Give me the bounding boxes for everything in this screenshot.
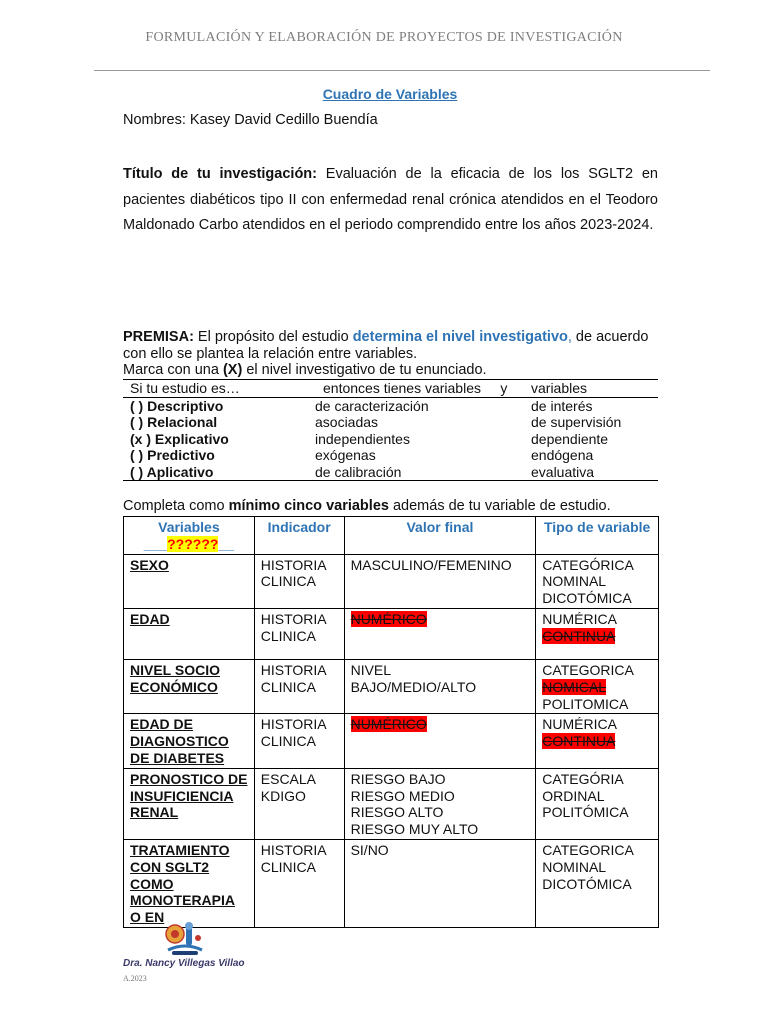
variable-name: EDAD	[124, 608, 255, 659]
premisa-text-b: de acuerdo con ello se plantea la relación entre variables.	[123, 329, 649, 362]
document-title: Cuadro de Variables	[322, 86, 458, 102]
indicator-line: CLINICA	[260, 858, 316, 875]
logo-icon	[160, 920, 210, 960]
mark-x: (X)	[222, 362, 243, 378]
complete-text-a: Completa como	[123, 498, 229, 514]
type-line: NOMINAL	[542, 858, 607, 875]
levels-header-cell: Si tu estudio es…	[123, 380, 315, 398]
type-cell	[536, 839, 659, 927]
final-value-line: RIESGO ALTO	[350, 804, 444, 821]
indicator-line: HISTORIA	[260, 610, 327, 627]
final-value-cell	[344, 554, 536, 608]
levels-header-cell	[315, 380, 531, 398]
indicator-line: CLINICA	[260, 573, 316, 590]
mark-text-b: el nivel investigativo de tu enunciado.	[242, 362, 487, 378]
final-value-line: RIESGO MUY ALTO	[350, 821, 479, 838]
header-variables-label: Variables	[158, 519, 220, 535]
footer-year: A.2023	[123, 974, 147, 983]
level-option[interactable]: ( ) Aplicativo	[123, 464, 315, 481]
level-var-b: endógena	[531, 447, 594, 463]
levels-header-text: entonces tienes variables y	[323, 380, 508, 396]
struck-type: NOMICAL	[542, 678, 607, 695]
indicator-line: ESCALA	[260, 770, 317, 787]
levels-header-cell: variables	[531, 380, 658, 398]
premisa-paragraph	[123, 329, 658, 379]
variables-header-row	[124, 517, 659, 555]
table-row	[124, 554, 659, 608]
premisa-label: PREMISA:	[123, 329, 194, 345]
table-row	[124, 839, 659, 927]
indicator-cell	[254, 554, 344, 608]
header-divider	[94, 70, 710, 71]
type-cell	[536, 608, 659, 659]
final-value-line: BAJO/MEDIO/ALTO	[350, 678, 477, 695]
type-cell	[536, 659, 659, 713]
struck-value: NUMÉRICO	[350, 610, 427, 627]
header-indicador: Indicador	[254, 517, 344, 555]
indicator-line: HISTORIA	[260, 556, 327, 573]
complete-text-c: además de tu variable de estudio.	[388, 498, 611, 514]
table-row	[124, 608, 659, 659]
type-cell	[536, 554, 659, 608]
variable-name: SEXO	[124, 554, 255, 608]
header-variables	[124, 517, 255, 555]
level-var-b: evaluativa	[531, 464, 658, 481]
header-blank-a: ___	[143, 535, 168, 552]
research-title-text: Evaluación de la eficacia de los los SGLT2 en pacientes diabéticos tipo II con enfermedad renal crónica atendidos en el Teodoro Maldonado Carbo atendidos en el periodo comprendido entre los años 2023-2024.	[123, 166, 658, 233]
type-line: ORDINAL	[542, 787, 605, 804]
table-row	[124, 768, 659, 839]
indicator-cell	[254, 714, 344, 768]
research-title-label: Título de tu investigación:	[123, 166, 317, 182]
header-tipo-variable: Tipo de variable	[536, 517, 659, 555]
names-line: Nombres: Kasey David Cedillo Buendía	[123, 112, 378, 128]
indicator-line: CLINICA	[260, 733, 316, 750]
table-row	[124, 659, 659, 713]
complete-bold: mínimo cinco variables	[228, 498, 389, 514]
level-option[interactable]: ( ) Predictivo	[130, 447, 215, 463]
level-var-a: de calibración	[315, 464, 531, 481]
variable-name: EDAD DE DIAGNOSTICO DE DIABETES	[124, 714, 255, 768]
signature: Dra. Nancy Villegas Villao	[123, 958, 245, 969]
final-value-cell	[344, 659, 536, 713]
level-var-a: de caracterización	[315, 397, 429, 414]
final-value-cell	[344, 608, 536, 659]
header-valor-final: Valor final	[344, 517, 536, 555]
levels-row[interactable]	[123, 397, 658, 414]
type-line: NOMINAL	[542, 573, 607, 590]
final-value-cell	[344, 768, 536, 839]
final-value-line: SI/NO	[350, 841, 389, 858]
variable-name: NIVEL SOCIO ECONÓMICO	[124, 659, 255, 713]
final-value-line: MASCULINO/FEMENINO	[350, 556, 512, 573]
indicator-cell	[254, 659, 344, 713]
mark-text-a: Marca con una	[123, 362, 223, 378]
type-line: CATEGORICA	[542, 661, 634, 678]
indicator-line: KDIGO	[260, 787, 306, 804]
indicator-line: HISTORIA	[260, 841, 327, 858]
indicator-cell	[254, 768, 344, 839]
type-line: POLITOMICA	[542, 695, 629, 712]
levels-row[interactable]	[123, 431, 658, 448]
header-qmarks: ??????	[167, 535, 219, 552]
research-title-paragraph	[123, 162, 658, 239]
premisa-text-a: El propósito del estudio	[193, 329, 353, 345]
indicator-cell	[254, 839, 344, 927]
struck-type: CONTINUA	[542, 733, 616, 750]
level-var-b: de supervisión	[531, 414, 622, 430]
level-var-a: exógenas	[315, 447, 376, 463]
type-cell	[536, 714, 659, 768]
type-cell	[536, 768, 659, 839]
indicator-line: CLINICA	[260, 627, 316, 644]
type-line: NUMÉRICA	[542, 716, 617, 733]
final-value-line: RIESGO MEDIO	[350, 787, 455, 804]
variables-table	[123, 516, 659, 928]
complete-instruction	[123, 498, 611, 514]
level-option[interactable]: ( ) Descriptivo	[130, 397, 224, 414]
levels-row[interactable]	[123, 414, 658, 431]
levels-table	[123, 379, 658, 481]
final-value-line: RIESGO BAJO	[350, 770, 446, 787]
type-line: CATEGÓRICA	[542, 556, 634, 573]
level-option[interactable]: (x ) Explicativo	[130, 430, 229, 447]
indicator-line: HISTORIA	[260, 716, 327, 733]
final-value-cell	[344, 839, 536, 927]
indicator-line: HISTORIA	[260, 661, 327, 678]
type-line: POLITÓMICA	[542, 804, 629, 821]
page-header: FORMULACIÓN Y ELABORACIÓN DE PROYECTOS DE INVESTIGACIÓN	[145, 30, 623, 45]
type-line: CATEGORICA	[542, 841, 634, 858]
table-row	[124, 714, 659, 768]
level-var-b: dependiente	[531, 430, 609, 447]
level-var-b: de interés	[531, 397, 593, 414]
type-line: DICOTÓMICA	[542, 875, 632, 892]
struck-type: CONTINUA	[542, 627, 616, 644]
level-var-a: asociadas	[315, 414, 379, 430]
levels-row[interactable]	[123, 464, 658, 481]
indicator-line: CLINICA	[260, 678, 316, 695]
premisa-highlight: determina el nivel investigativo	[352, 329, 568, 345]
indicator-cell	[254, 608, 344, 659]
levels-header-row	[123, 380, 658, 398]
final-value-line: NIVEL	[350, 661, 392, 678]
variable-name: TRATAMIENTO CON SGLT2 COMO MONOTERAPIA O EN	[124, 839, 255, 927]
type-line: NUMÉRICA	[542, 610, 617, 627]
variable-name: PRONOSTICO DE INSUFICIENCIA RENAL	[124, 768, 255, 839]
header-blank-b: __	[218, 535, 234, 552]
type-line: DICOTÓMICA	[542, 590, 632, 607]
premisa-comma: ,	[567, 329, 572, 345]
final-value-cell	[344, 714, 536, 768]
type-line: CATEGÓRIA	[542, 770, 624, 787]
level-var-a: independientes	[315, 430, 410, 447]
level-option[interactable]: ( ) Relacional	[130, 414, 218, 430]
levels-row[interactable]	[123, 447, 658, 464]
struck-value: NUMÉRICO	[350, 716, 427, 733]
